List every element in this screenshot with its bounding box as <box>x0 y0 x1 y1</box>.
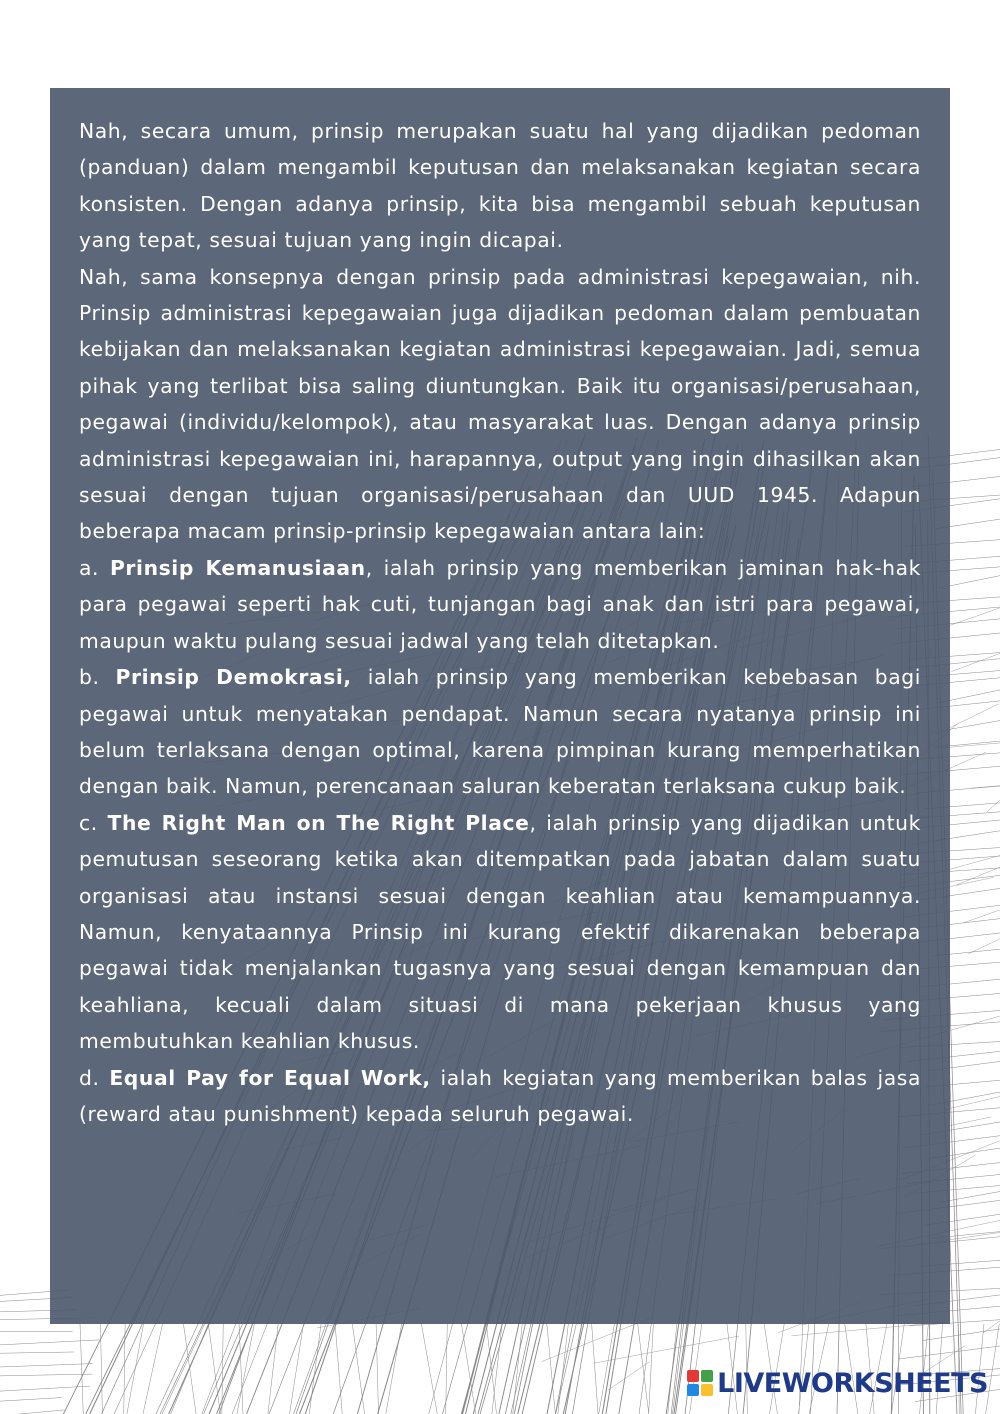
sketch-line <box>80 1324 83 1414</box>
sketch-line <box>486 1324 496 1414</box>
sketch-line <box>0 1398 62 1402</box>
sketch-line <box>268 1324 278 1414</box>
principle-marker: d. <box>79 1065 110 1090</box>
principle-item-a <box>79 550 921 659</box>
sketch-line <box>290 1324 304 1414</box>
principle-name: Prinsip Demokrasi, <box>115 665 352 690</box>
sketch-line <box>127 1324 144 1414</box>
sketch-line <box>0 1364 93 1367</box>
principle-description: , ialah prinsip yang dijadikan untuk pemutusan seseorang ketika akan ditempatkan pada jabatan dalam suatu organisasi atau instansi sesuai dengan keahlian atau kemampuannya. Namun, kenyataannya Prinsip ini kurang efektif dikarenakan beberapa pegawai tidak menjalankan tugasnya yang sesuai dengan kemampuan dan keahliana, kecuali dalam situasi di mana pekerjaan khusus yang membutuhkan keahlian khusus. <box>79 810 921 1054</box>
sketch-line <box>599 1324 615 1414</box>
sketch-line <box>922 1329 1000 1341</box>
sketch-line <box>0 1410 65 1414</box>
sketch-line <box>0 1352 74 1353</box>
sketch-line <box>983 1294 1000 1332</box>
sketch-line <box>547 1324 556 1414</box>
sketch-line <box>386 1324 402 1414</box>
sketch-line <box>421 1324 437 1414</box>
sketch-line <box>943 737 1000 748</box>
principle-description: ialah kegiatan yang memberikan balas jasa (reward atau punishment) kepada seluruh pegawai. <box>79 1065 921 1126</box>
sketch-line <box>335 1324 342 1414</box>
principle-name: Prinsip Kemanusiaan <box>109 555 366 580</box>
sketch-line <box>352 1324 364 1414</box>
paragraph-intro: Nah, secara umum, prinsip merupakan suatu hal yang dijadikan pedoman (panduan) dalam mengambil keputusan dan melaksanakan kegiatan secara konsisten. Dengan adanya prinsip, kita bisa mengambil sebuah keputusan yang tepat, sesuai tujuan yang ingin dicapai. <box>79 119 921 253</box>
principle-item-b <box>79 659 921 805</box>
principle-marker: a. <box>79 555 110 580</box>
sketch-line <box>594 1336 739 1363</box>
sketch-line <box>592 1324 598 1414</box>
sketch-line <box>0 1374 92 1376</box>
sketch-line <box>124 1324 125 1414</box>
principle-description: ialah prinsip yang memberikan kebebasan bagi pegawai untuk menyatakan pendapat. Namun secara nyatanya prinsip ini belum terlaksana dengan optimal, karena pimpinan kurang memperhatikan dengan baik. Namun, perencanaan saluran keberatan terlaksana cukup baik. <box>79 665 921 799</box>
principle-item-d <box>79 1060 921 1133</box>
sketch-line <box>898 1346 1000 1359</box>
principle-marker: c. <box>79 810 108 835</box>
sketch-line <box>376 1324 378 1414</box>
paragraph-concept: Nah, sama konsepnya dengan prinsip pada administrasi kepegawaian, nih. Prinsip administrasi kepegawaian juga dijadikan pedoman dalam pembuatan kebijakan dan melaksanakan kegiatan administrasi kepegawaian. Jadi, semua pihak yang terlibat bisa saling diuntungkan. Baik itu organisasi/perusahaan, pegawai (individu/kelompok), atau masyarakat luas. Dengan adanya prinsip administrasi kepegawaian ini, harapannya, output yang ingin dihasilkan akan sesuai dengan tujuan organisasi/perusahaan dan UUD 1945. Adapun beberapa macam prinsip-prinsip kepegawaian antara lain: <box>79 264 921 544</box>
sketch-line <box>0 1340 99 1345</box>
principle-name: The Right Man on The Right Place <box>107 810 530 835</box>
principle-item-c <box>79 805 921 1060</box>
sketch-line <box>987 770 1000 811</box>
principle-name: Equal Pay for Equal Work, <box>109 1065 431 1090</box>
logo-text: LIVEWORKSHEETS <box>717 1367 988 1399</box>
sketch-line <box>309 1324 321 1414</box>
sketch-line <box>542 1318 652 1362</box>
principle-marker: b. <box>79 665 116 690</box>
liveworksheets-mark-icon <box>687 1370 713 1396</box>
sketch-line <box>951 628 1000 671</box>
principle-description: , ialah prinsip yang memberikan jaminan hak-hak para pegawai seperti hak cuti, tunjangan bagi anak dan istri para pegawai, maupun waktu pulang sesuai jadwal yang telah ditetapkan. <box>79 555 921 653</box>
sketch-line <box>184 1324 197 1414</box>
body-text <box>79 113 921 1132</box>
liveworksheets-logo[interactable] <box>687 1366 988 1400</box>
sketch-line <box>143 1324 163 1414</box>
